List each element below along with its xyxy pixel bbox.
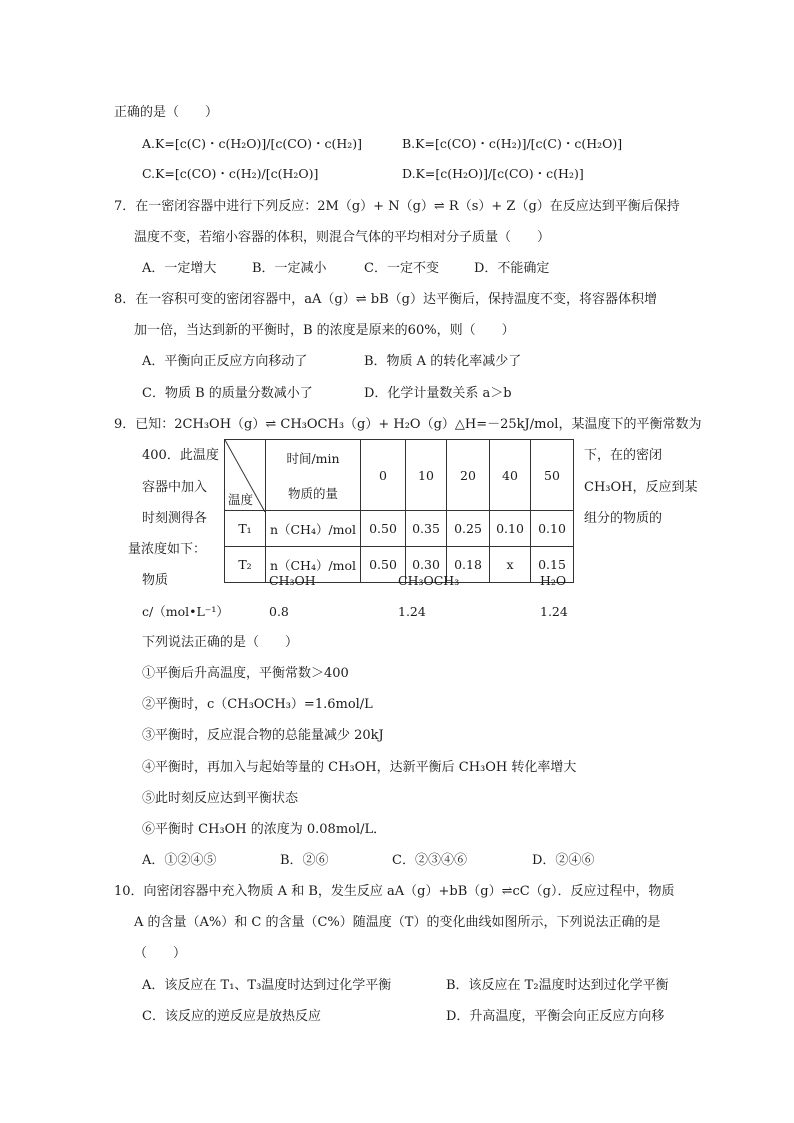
table-header-qty: 物质的量	[266, 475, 361, 511]
table-cell: 0.18	[447, 547, 490, 583]
table-cell: x	[490, 547, 531, 583]
q9-data-table	[224, 439, 574, 583]
q9-left-text-4: 量浓度如下：	[128, 542, 207, 557]
q9-sub-head-ch3oh: CH₃OH	[269, 573, 316, 588]
table-row-t1-temp: T₁	[225, 511, 266, 547]
q6-option-b: B.K=[c(CO)・c(H₂)]/[c(C)・c(H₂O)]	[402, 136, 623, 151]
q9-statement-6: ⑥平衡时 CH₃OH 的浓度为 0.08mol/L．	[142, 822, 387, 837]
table-cell: 0.50	[361, 511, 406, 547]
q9-sub-val-label: c/（mol•L⁻¹）	[142, 604, 229, 619]
table-cell: 0.10	[490, 511, 531, 547]
q9-statement-4: ④平衡时，再加入与起始等量的 CH₃OH，达新平衡后 CH₃OH 转化率增大	[142, 760, 577, 775]
q10-option-d: D．升高温度，平衡会向正反应方向移	[446, 1009, 665, 1024]
q10-stem-line1: 10．向密闭容器中充入物质 A 和 B，发生反应 aA（g）+bB（g）⇌cC（g）．反应过程中，物质	[114, 884, 675, 899]
q9-statement-5: ⑤此时刻反应达到平衡状态	[142, 791, 299, 806]
q9-option-b: B．②⑥	[280, 853, 329, 868]
q9-statement-1: ①平衡后升高温度，平衡常数＞400	[142, 666, 349, 681]
table-row-t1-item: n（CH₄）/mol	[266, 511, 361, 547]
q8-option-d: D．化学计量数关系 a＞b	[364, 386, 512, 401]
table-time-20: 20	[447, 440, 490, 511]
table-time-10: 10	[406, 440, 447, 511]
table-header-time: 时间/min	[266, 440, 361, 476]
q9-left-text-2: 容器中加入	[142, 480, 208, 495]
q7-stem-line1: 7．在一密闭容器中进行下列反应：2M（g）+ N（g）⇌ R（s）+ Z（g）在反应达到平衡后保持	[114, 199, 680, 214]
q8-stem-line2: 加一倍，当达到新的平衡时，B 的浓度是原来的60%，则（ ）	[134, 323, 515, 338]
q9-sub-head-ch3och3: CH₃OCH₃	[398, 573, 460, 588]
q9-sub-val-h2o: 1.24	[540, 604, 568, 619]
table-cell: 0.35	[406, 511, 447, 547]
q7-option-d: D．不能确定	[474, 261, 550, 276]
q8-option-c: C．物质 B 的质量分数减小了	[142, 386, 313, 401]
table-corner-cell	[225, 440, 266, 511]
q8-option-a: A．平衡向正反应方向移动了	[142, 354, 308, 369]
table-cell: 0.25	[447, 511, 490, 547]
q9-sub-head-label: 物质	[142, 573, 169, 588]
table-cell: 0.50	[361, 547, 406, 583]
q9-sub-val-ch3oh: 0.8	[269, 604, 289, 619]
q8-option-b: B．物质 A 的转化率减少了	[364, 354, 522, 369]
table-row-t2-item: n（CH₄）/mol	[266, 547, 361, 583]
q9-left-text-1: 400．此温度	[142, 448, 219, 463]
q6-option-a: A.K=[c(C)・c(H₂O)]/[c(CO)・c(H₂)]	[142, 136, 362, 151]
q10-option-a: A．该反应在 T₁、T₃温度时达到过化学平衡	[142, 978, 392, 993]
q9-stem-line1: 9．已知：2CH₃OH（g）⇌ CH₃OCH₃（g）+ H₂O（g）△H=－25kJ/mol，某温度下的平衡常数为	[114, 417, 702, 432]
table-row-t2-temp: T₂	[225, 547, 266, 583]
q9-question: 下列说法正确的是（ ）	[142, 635, 299, 650]
q9-right-text-3: 组分的物质的	[584, 511, 663, 526]
q9-right-text-1: 下，在的密闭	[584, 448, 663, 463]
q9-option-c: C．②③④⑥	[392, 853, 467, 868]
q6-tail-text: 正确的是（ ）	[114, 105, 219, 120]
q6-option-d: D.K=[c(H₂O)]/[c(CO)・c(H₂)]	[402, 166, 584, 181]
q9-option-d: D．②④⑥	[532, 853, 595, 868]
q9-right-text-2: CH₃OH，反应到某	[584, 480, 698, 495]
table-cell: 0.30	[406, 547, 447, 583]
table-time-40: 40	[490, 440, 531, 511]
q8-stem-line1: 8．在一容积可变的密闭容器中，aA（g）⇌ bB（g）达平衡后，保持温度不变，将容器体积增	[114, 292, 657, 307]
q10-option-b: B．该反应在 T₂温度时达到过化学平衡	[446, 978, 669, 993]
q7-option-c: C．一定不变	[364, 261, 439, 276]
q9-sub-val-ch3och3: 1.24	[398, 604, 426, 619]
q7-stem-line2: 温度不变，若缩小容器的体积，则混合气体的平均相对分子质量（ ）	[134, 230, 551, 245]
q9-statement-2: ②平衡时，c（CH₃OCH₃）=1.6mol/L	[142, 697, 373, 712]
table-corner-label: 温度	[228, 492, 254, 507]
table-cell: 0.15	[531, 547, 574, 583]
q6-option-c: C.K=[c(CO)・c(H₂)/[c(H₂O)]	[142, 166, 319, 181]
q9-left-text-3: 时刻测得各	[142, 511, 208, 526]
table-cell: 0.10	[531, 511, 574, 547]
table-time-50: 50	[531, 440, 574, 511]
q7-option-b: B．一定减小	[252, 261, 327, 276]
q9-sub-head-h2o: H₂O	[540, 573, 567, 588]
q7-option-a: A．一定增大	[142, 261, 217, 276]
q9-option-a: A．①②④⑤	[142, 853, 217, 868]
q10-option-c: C．该反应的逆反应是放热反应	[142, 1009, 321, 1024]
q9-statement-3: ③平衡时，反应混合物的总能量减少 20kJ	[142, 728, 384, 743]
q10-stem-line2: A 的含量（A%）和 C 的含量（C%）随温度（T）的变化曲线如图所示，下列说法正确的是	[134, 915, 661, 930]
q10-stem-line3: （ ）	[134, 946, 187, 961]
table-time-0: 0	[361, 440, 406, 511]
